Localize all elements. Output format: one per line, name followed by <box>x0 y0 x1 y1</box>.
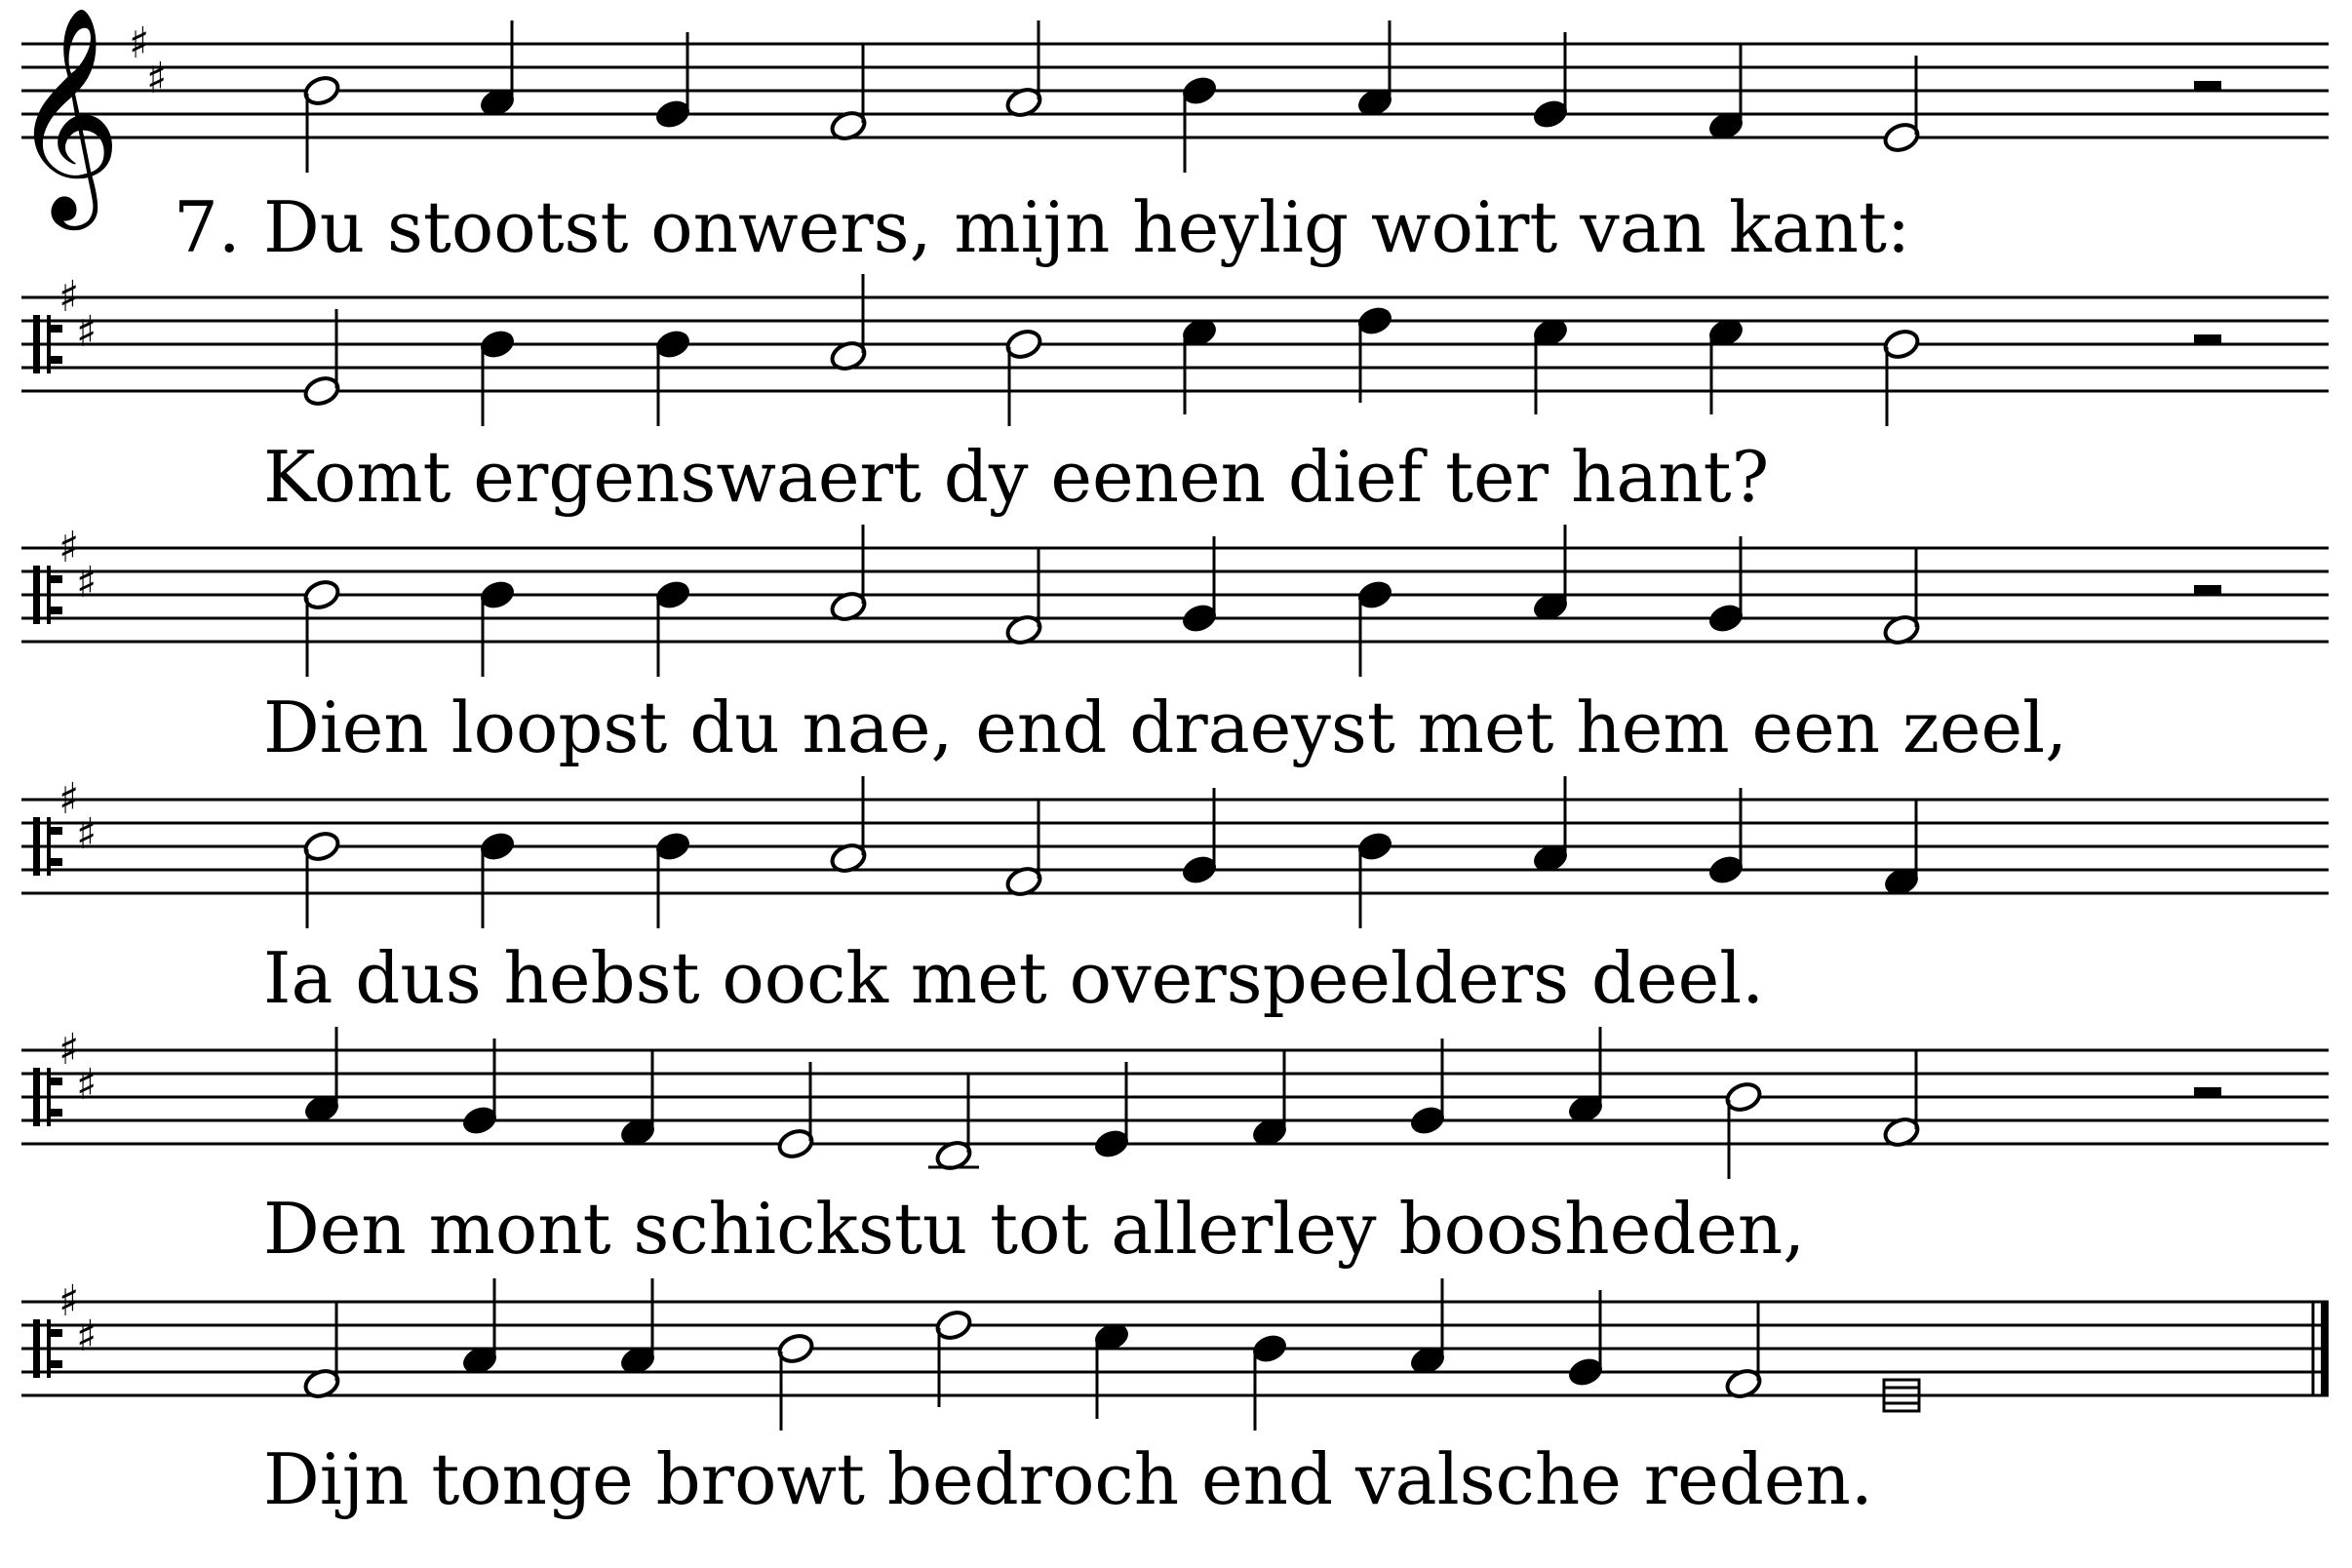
half-rest-icon <box>2194 81 2221 91</box>
sharp-icon: ♯ <box>59 523 80 572</box>
clef-mark-icon <box>51 575 62 583</box>
clef-mark-icon <box>51 858 62 866</box>
clef-bar-icon <box>47 817 51 876</box>
lyric-line-2: Komt ergenswaert dy eenen dief ter hant? <box>263 436 1770 518</box>
clef-mark-icon <box>51 607 62 614</box>
sharp-icon: ♯ <box>76 1312 98 1361</box>
lyric-line-3: Dien loopst du nae, end draeyst met hem een zeel, <box>263 686 2068 768</box>
clef-bar-icon <box>47 1319 51 1378</box>
clef-mark-icon <box>51 827 62 835</box>
sharp-icon: ♯ <box>146 54 168 103</box>
sharp-icon: ♯ <box>129 19 150 68</box>
clef-bar-icon <box>33 1068 40 1126</box>
sharp-icon: ♯ <box>59 1025 80 1075</box>
treble-clef-icon: 𝄞 <box>12 5 122 220</box>
clef-mark-icon <box>51 356 62 364</box>
lyric-line-5: Den mont schickstu tot allerley boosheden, <box>263 1188 1806 1270</box>
clef-bar-icon <box>33 1319 40 1378</box>
final-barline <box>2321 1302 2329 1395</box>
lyric-line-4: Ia dus hebst oock met overspeelders deel. <box>263 937 1765 1019</box>
lyric-line-6: Dijn tonge browt bedroch end valsche reden. <box>263 1438 1873 1520</box>
clef-mark-icon <box>51 325 62 333</box>
sharp-icon: ♯ <box>76 558 98 608</box>
clef-mark-icon <box>51 1329 62 1337</box>
sharp-icon: ♯ <box>76 1060 98 1110</box>
sharp-icon: ♯ <box>59 1276 80 1326</box>
clef-mark-icon <box>51 1078 62 1085</box>
half-rest-icon <box>2194 334 2221 344</box>
clef-bar-icon <box>47 1068 51 1126</box>
clef-bar-icon <box>47 566 51 624</box>
sharp-icon: ♯ <box>76 307 98 357</box>
half-rest-icon <box>2194 1087 2221 1097</box>
sharp-icon: ♯ <box>59 774 80 824</box>
half-rest-icon <box>2194 585 2221 595</box>
clef-bar-icon <box>47 315 51 373</box>
clef-mark-icon <box>51 1109 62 1117</box>
clef-bar-icon <box>33 315 40 373</box>
clef-bar-icon <box>33 817 40 876</box>
clef-bar-icon <box>33 566 40 624</box>
sharp-icon: ♯ <box>59 272 80 322</box>
lyric-line-1: Du stootst onwers, mijn heylig woirt van kant: <box>263 186 1911 268</box>
sharp-icon: ♯ <box>76 809 98 859</box>
clef-mark-icon <box>51 1360 62 1368</box>
verse-number: 7. <box>174 186 241 268</box>
